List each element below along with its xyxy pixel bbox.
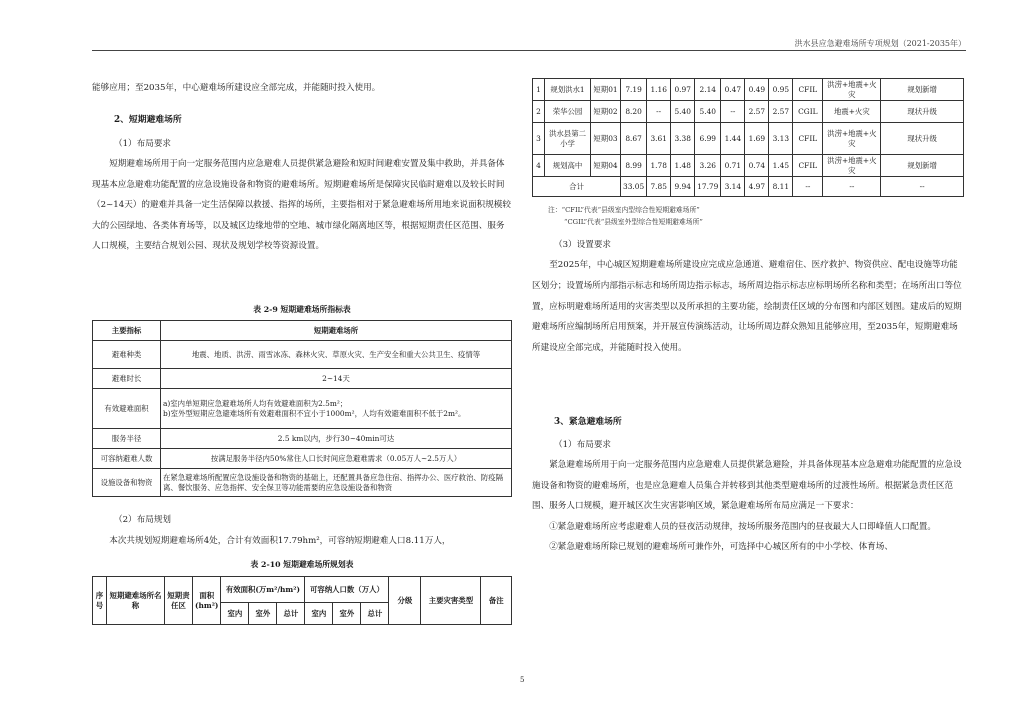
col-eff-indoor: 室内 [221,603,249,625]
heading-emergency: 3、紧急避难场所 [554,417,622,427]
left-column [92,78,512,98]
col-area: 面积(hm²) [193,577,221,625]
col-hazard: 主要灾害类型 [421,577,481,625]
paragraph-short-term-desc: 短期避难场所用于向一定服务范围内应急避难人员提供紧急避险和短时间避难安置及集中救助，并具备体现基本应急避难功能配置的应急设施设备和物资的避难场所。短期避难场所是保障灾民临时避难以及较长时间（2~14天）的避难并具备一定生活保障以救援、指挥的场所，主要指相对于紧急避难场所用地来说面积规模较大的公园绿地、各类体育场等，以及城区边缘地带的空地、城市绿化隔离地区等，根据短期责任区范围、服务人口规模，主要结合规划公园、现状及规划学校等资源设置。 [92,159,511,251]
col-note: 备注 [481,577,512,625]
paragraph-plan: 本次共规划短期避难场所4处，合计有效面积17.79hm²，可容纳短期避难人口8.11万人， [109,536,451,546]
col-cap-total: 总计 [361,603,389,625]
col-zone: 短期责任区 [165,577,193,625]
header-rule [92,50,966,51]
page-number: 5 [520,676,525,684]
paragraph-setup: 至2025年，中心城区短期避难场所建设应完成应急通道、避难宿住、医疗救护、物资供应、配电设施等功能区划分；设置场所内部指示标志和场所周边指示标志，场所周边指示标志应标明场所名称和类型；在场所出口等位置，应标明避难场所适用的灾害类型以及所承担的主要功能，绘制责任区域的分布图和内部区划图。建成后的短期避难场所应编制场所启用预案，并开展宣传演练活动，让场所周边群众熟知且能够应用，至2035年，短期避难场所建设应全部完成，并能随时投入使用。 [532,260,962,354]
table-row: 3 洪水县第二小学 短期03 8.67 3.61 3.38 6.99 1.44 1.69 3.13 CFIL 洪涝+地震+火灾 现状升级 [533,123,964,155]
table-note-cgil: “CGIL”代表“县级室外型综合性短期避难场所” [564,218,703,226]
table-row: 4 规划高中 短期04 8.99 1.78 1.48 3.26 0.71 0.74 1.45 CFIL 洪涝+地震+火灾 规划新增 [533,155,964,177]
table-short-term-plan-body [532,78,964,197]
col-site-name: 短期避难场所名称 [107,577,165,625]
table9-caption: 表 2-9 短期避难场所指标表 [253,305,351,314]
table-row: 有效避难面积 a)室内单短期应急避难场所人均有效避难面积为2.5m²； b)室外型短期应急避难场所有效避难面积不宜小于1000m²，人均有效避难面积不低于2m²。 [93,389,512,429]
col-eff-total: 总计 [277,603,305,625]
heading-setup-requirements: （3）设置要求 [554,240,612,250]
table10-caption: 表 2-10 短期避难场所规划表 [250,560,354,569]
table-short-term-plan-header [92,576,512,625]
col-eff-outdoor: 室外 [249,603,277,625]
table-row: 可容纳避难人数 按满足服务半径内50%常住人口长时间应急避难需求（0.05万人~2.5万人） [93,449,512,469]
table-row: 避难时长 2~14天 [93,369,512,389]
table-row: 1 规划洪水1 短期01 7.19 1.16 0.97 2.14 0.47 0.49 0.95 CFIL 洪涝+地震+火灾 规划新增 [533,79,964,101]
table-row: 设施设备和物资 在紧急避难场所配置应急设施设备和物资的基础上，还配置具备应急住宿、指挥办公、医疗救治、防疫隔离、餐饮服务、应急指挥、安全保卫等功能需要的应急设施设备和物资 [93,469,512,497]
col-grade: 分级 [389,577,421,625]
table-total-row: 合计 33.05 7.85 9.94 17.79 3.14 4.97 8.11 -- -- -- [533,177,964,197]
col-serial: 序号 [93,577,107,625]
col-cap-indoor: 室内 [305,603,333,625]
heading-layout-plan: （2）布局规划 [114,515,172,525]
col-cap-outdoor: 室外 [333,603,361,625]
paragraph-emergency-desc: 紧急避难场所用于向一定服务范围内应急避难人员提供紧急避险，并具备体现基本应急避难功能配置的应急设施设备和物资的避难场所，也是应急避难人员集合并转移到其他类型避难场所的过渡性场所。根据紧急责任区范围、服务人口规模，避开城区次生灾害影响区域，紧急避难场所布局应满足一下要求： ①紧急避难场所应考虑避难人员的昼夜活动规律，按场所服务范围内的昼夜最大人口即峰值人口配置。 ②紧急避难场所除已规划的避难场所可兼作外，可选择中心城区所有的中小学校、体育场、 [532,460,962,552]
table-row: 避难种类 地震、地质、洪涝、雨雪冰冻、森林火灾、草原火灾、生产安全和重大公共卫生、疫情等 [93,341,512,369]
table-short-term-indicators [92,320,512,497]
heading-layout-requirements: （1）布局要求 [114,139,172,149]
table-row: 2 荣华公园 短期02 8.20 -- 5.40 5.40 -- 2.57 2.57 CGIL 地震+火灾 现状升级 [533,101,964,123]
heading-layout-requirements-2: （1）布局要求 [554,440,612,450]
col-capacity: 可容纳人口数（万人） [305,577,389,603]
paragraph-continued: 能够应用；至2035年，中心避难场所建设应全部完成，并能随时投入使用。 [92,83,381,93]
table9-header-indicator: 主要指标 [93,321,161,341]
table9-header-short-term: 短期避难场所 [161,321,512,341]
col-effective-area: 有效面积(万m²/hm²) [221,577,305,603]
table-row: 服务半径 2.5 km以内，步行30~40min可达 [93,429,512,449]
running-header: 洪水县应急避难场所专项规划（2021-2035年） [794,39,966,48]
heading-short-term: 2、短期避难场所 [114,115,182,125]
table-note-cfil: 注：“CFIL”代表“县级室内型综合性短期避难场所” [548,206,700,214]
